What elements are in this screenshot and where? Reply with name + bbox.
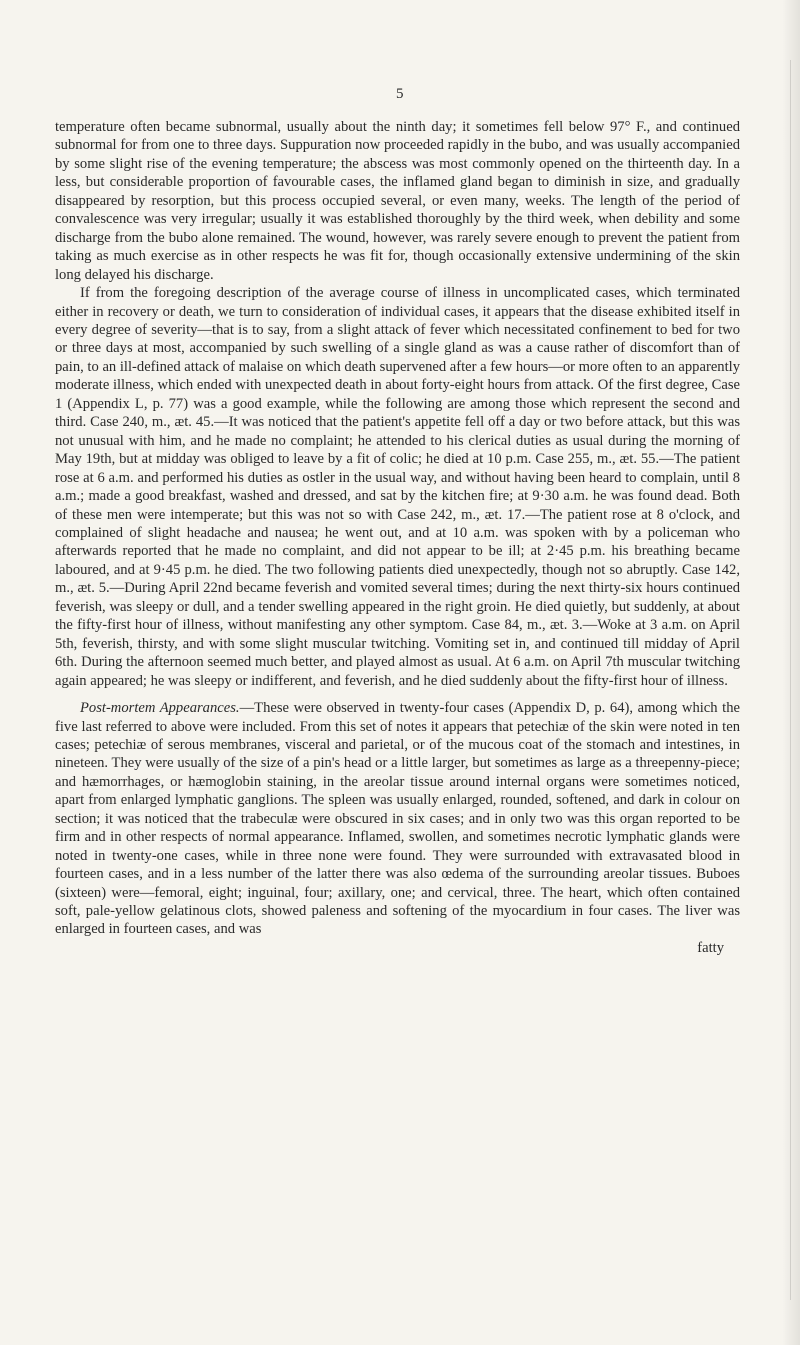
paragraph-post-mortem (55, 699, 740, 939)
paragraph-individual-cases: If from the foregoing description of the average course of illness in uncomplicated cases, which terminated either in recovery or death, we turn to consideration of individual cases, it appears that the disease exhibited itself in every degree of severity—that is to say, from a slight attack of fever which necessitated confinement to bed for two or three days at most, accompanied by such swelling of a single gland as was a cause rather of discomfort than of pain, to an ill-defined attack of malaise on which death supervened after a few hours—or more often to an apparently moderate illness, which ended with unexpected death in about forty-eight hours from attack. Of the first degree, Case 1 (Appendix L, p. 77) was a good example, while the following are among those which represent the second and third. Case 240, m., æt. 45.—It was noticed that the patient's appetite fell off a day or two before attack, but this was not unusual with him, and he made no complaint; he attended to his clerical duties as usual during the morning of May 19th, but at midday was obliged to leave by a fit of colic; he died at 10 p.m. Case 255, m., æt. 55.—The patient rose at 6 a.m. and performed his duties as ostler in the usual way, and without having been heard to complain, until 8 a.m.; made a good breakfast, washed and dressed, and sat by the kitchen fire; at 9·30 a.m. he was found dead. Both of these men were intemperate; but this was not so with Case 242, m., æt. 17.—The patient rose at 8 o'clock, and complained of slight headache and nausea; he went out, and at 10 a.m. was spoken with by a policeman who afterwards reported that he made no complaint, and did not appear to be ill; at 2·45 p.m. his breathing became laboured, and at 9·45 p.m. he died. The two following patients died unexpectedly, though not so abruptly. Case 142, m., æt. 5.—During April 22nd became feverish and vomited several times; during the next thirty-six hours continued feverish, was sleepy or dull, and a tender swelling appeared in the right groin. He died quietly, but suddenly, at about the fifty-first hour of illness, without manifesting any other symptom. Case 84, m., æt. 3.—Woke at 3 a.m. on April 5th, feverish, thirsty, and with some slight muscular twitching. Vomiting set in, and continued till midday of April 6th. During the afternoon seemed much better, and played almost as usual. At 6 a.m. on April 7th muscular twitching again appeared; he was sleepy or indifferent, and feverish, and he died suddenly about the fifty-first hour of illness. (55, 285, 740, 689)
page-edge-line (790, 60, 791, 1300)
catchword-line (55, 939, 740, 957)
paragraph-post-mortem-text: —These were observed in twenty-four cases (Appendix D, p. 64), among which the five last referred to above were included. From this set of notes it appears that petechiæ of the skin were noted in ten cases; petechiæ of serous membranes, visceral and parietal, or of the mucous coat of the stomach and intestines, in nineteen. They were usually of the size of a pin's head or a little larger, but sometimes as large as a threepenny-piece; and hæmorrhages, or hæmoglobin staining, in the areolar tissue around internal organs were sometimes noticed, apart from enlarged lymphatic ganglions. The spleen was usually enlarged, rounded, softened, and dark in colour on section; it was noticed that the trabeculæ were obscured in six cases; and in only two was this organ reported to be firm and in other respects of normal appearance. Inflamed, swollen, and sometimes necrotic lymphatic glands were noted in twenty-one cases, while in three none were found. They were surrounded with extravasated blood in fourteen cases, and in a less number of the latter there was also œdema of the surrounding areolar tissues. Buboes (sixteen) were—femoral, eight; inguinal, four; axillary, one; and cervical, three. The heart, which often contained soft, pale-yellow gelatinous clots, showed paleness and softening of the myocardium in four cases. The liver was enlarged in fourteen cases, and was (55, 700, 740, 938)
paragraph-continuation: temperature often became subnormal, usually about the ninth day; it sometimes fell below 97° F., and continued subnormal for from one to three days. Suppuration now proceeded rapidly in the bubo, and was usually accompanied by some slight rise of the evening temperature; the abscess was most commonly opened on the thirteenth day. In a less, but considerable proportion of favourable cases, the inflamed gland began to diminish in size, and gradually disappeared by resorption, but this process occupied several, or even many, weeks. The length of the period of convalescence was very irregular; usually it was established thoroughly by the third week, when debility and some discharge from the bubo alone remained. The wound, however, was rarely severe enough to prevent the patient from taking as much exercise as in other respects he was fit for, though occasionally extensive undermining of the skin long delayed his discharge. (55, 119, 740, 283)
section-heading-post-mortem: Post-mortem Appearances. (80, 700, 240, 717)
page-number: 5 (396, 86, 404, 102)
catchword: fatty (697, 939, 724, 956)
page-edge-shadow (782, 0, 800, 1345)
body-text (55, 118, 740, 957)
